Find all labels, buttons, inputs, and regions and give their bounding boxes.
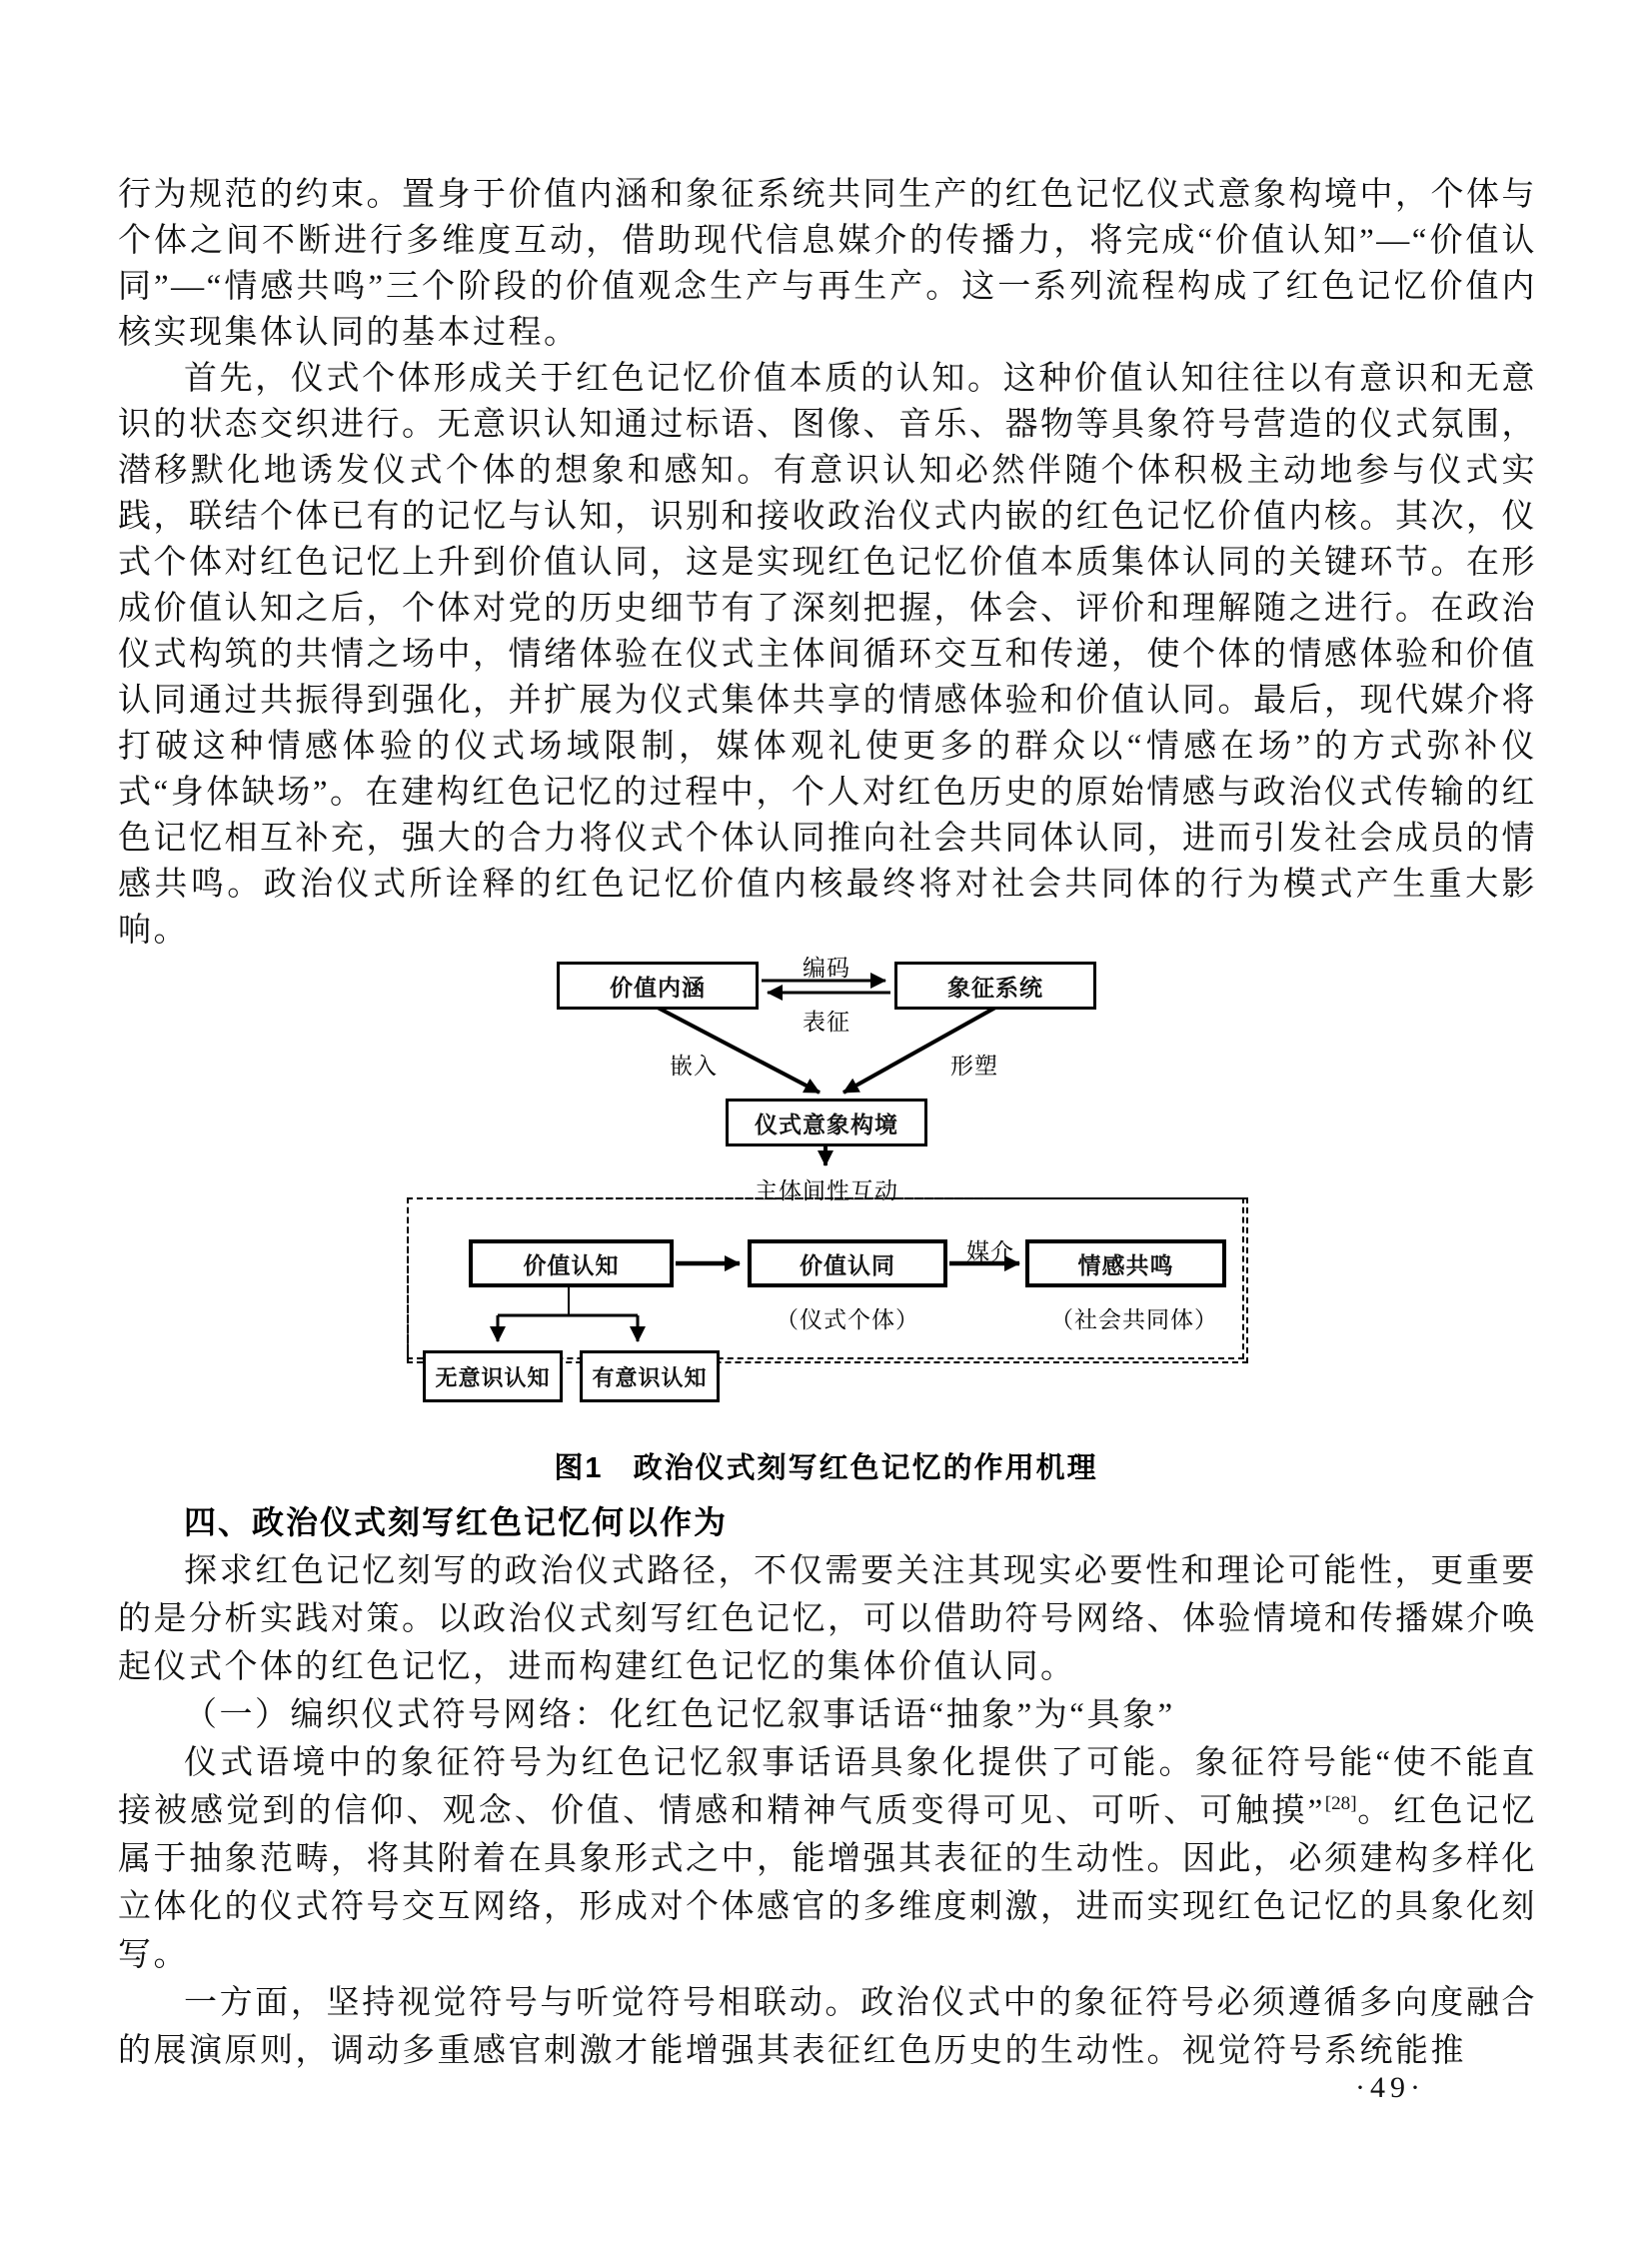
paragraph-visual-audio: 一方面，坚持视觉符号与听觉符号相联动。政治仪式中的象征符号必须遵循多向度融合的展演原则，调动多重感官刺激才能增强其表征红色历史的生动性。视觉符号系统能推 (118, 1985, 1537, 2069)
body-text-lower (118, 1547, 1537, 2075)
citation-28: [28] (1324, 1793, 1357, 1814)
label-ritual-individual: （仪式个体） (776, 1307, 919, 1332)
box-label: 象征系统 (947, 975, 1043, 1001)
paragraph-symbol-network (118, 1739, 1537, 1979)
paragraph-text: 。红色记忆属于抽象范畴，将其附着在具象形式之中，能增强其表征的生动性。因此，必须建构多样化立体化的仪式符号交互网络，形成对个体感官的多维度刺激，进而实现红色记忆的具象化刻写。 (118, 1793, 1537, 1973)
arrow-label-shape: 形塑 (950, 1054, 998, 1079)
label-intersubjective-interaction: 主体间性互动 (755, 1178, 898, 1203)
figure-caption-label: 图1 (554, 1452, 604, 1484)
box-label: 情感共鸣 (1077, 1252, 1174, 1278)
paragraph-continuation: 行为规范的约束。置身于价值内涵和象征系统共同生产的红色记忆仪式意象构境中，个体与个体之间不断进行多维度互动，借助现代信息媒介的传播力，将完成“价值认知”—“价值认同”—“情感共鸣”三个阶段的价值观念生产与再生产。这一系列流程构成了红色记忆价值内核实现集体认同的基本过程。 (118, 177, 1537, 351)
box-label: 无意识认知 (435, 1364, 551, 1390)
page-number: ·49· (1355, 2071, 1425, 2104)
diagram-box-value-cognition (469, 1239, 674, 1287)
diagram-box-value-connotation (557, 962, 759, 1010)
paragraph-process: 首先，仪式个体形成关于红色记忆价值本质的认知。这种价值认知往往以有意识和无意识的状态交织进行。无意识认知通过标语、图像、音乐、器物等具象符号营造的仪式氛围，潜移默化地诱发仪式个体的想象和感知。有意识认知必然伴随个体积极主动地参与仪式实践，联结个体已有的记忆与认知，识别和接收政治仪式内嵌的红色记忆价值内核。其次，仪式个体对红色记忆上升到价值认同，这是实现红色记忆价值本质集体认同的关键环节。在形成价值认知之后，个体对党的历史细节有了深刻把握，体会、评价和理解随之进行。在政治仪式构筑的共情之场中，情绪体验在仪式主体间循环交互和传递，使个体的情感体验和价值认同通过共振得到强化，并扩展为仪式集体共享的情感体验和价值认同。最后，现代媒介将打破这种情感体验的仪式场域限制，媒体观礼使更多的群众以“情感在场”的方式弥补仪式“身体缺场”。在建构红色记忆的过程中，个人对红色历史的原始情感与政治仪式传输的红色记忆相互补充，强大的合力将仪式个体认同推向社会共同体认同，进而引发社会成员的情感共鸣。政治仪式所诠释的红色记忆价值内核最终将对社会共同体的行为模式产生重大影响。 (118, 361, 1537, 949)
diagram-box-symbol-system (894, 962, 1096, 1010)
diagram-box-conscious-cognition (580, 1350, 720, 1402)
box-label: 仪式意象构境 (755, 1112, 898, 1137)
box-label: 价值认同 (800, 1252, 895, 1278)
figure-diagram (0, 930, 1652, 1445)
diagram-box-ritual-imagery (726, 1099, 927, 1146)
body-text-upper (118, 172, 1537, 954)
diagram-box-unconscious-cognition (423, 1350, 563, 1402)
figure-caption-title: 政治仪式刻写红色记忆的作用机理 (633, 1452, 1098, 1484)
diagram-box-value-identity (748, 1239, 947, 1287)
diagram-box-emotional-resonance (1025, 1239, 1226, 1287)
arrow-label-embed: 嵌入 (670, 1054, 718, 1079)
arrow-label-encode: 编码 (803, 956, 850, 981)
arrow-label-medium: 媒介 (966, 1239, 1014, 1264)
box-label: 价值认知 (523, 1252, 620, 1278)
box-label: 价值内涵 (610, 975, 706, 1001)
subsection-heading: （一）编织仪式符号网络：化红色记忆叙事话语“抽象”为“具象” (184, 1697, 1175, 1733)
paragraph-text: 仪式语境中的象征符号为红色记忆叙事话语具象化提供了可能。象征符号能“使不能直接被感觉到的信仰、观念、价值、情感和精神气质变得可见、可听、可触摸” (118, 1745, 1537, 1829)
label-social-community: （社会共同体） (1050, 1307, 1218, 1332)
figure-caption (0, 1445, 1652, 1486)
section-heading: 四、政治仪式刻写红色记忆何以作为 (184, 1504, 729, 1540)
paragraph-path-overview: 探求红色记忆刻写的政治仪式路径，不仅需要关注其现实必要性和理论可能性，更重要的是分析实践对策。以政治仪式刻写红色记忆，可以借助符号网络、体验情境和传播媒介唤起仪式个体的红色记忆，进而构建红色记忆的集体价值认同。 (118, 1553, 1537, 1685)
box-label: 有意识认知 (592, 1364, 708, 1390)
arrow-label-represent: 表征 (803, 1010, 850, 1035)
